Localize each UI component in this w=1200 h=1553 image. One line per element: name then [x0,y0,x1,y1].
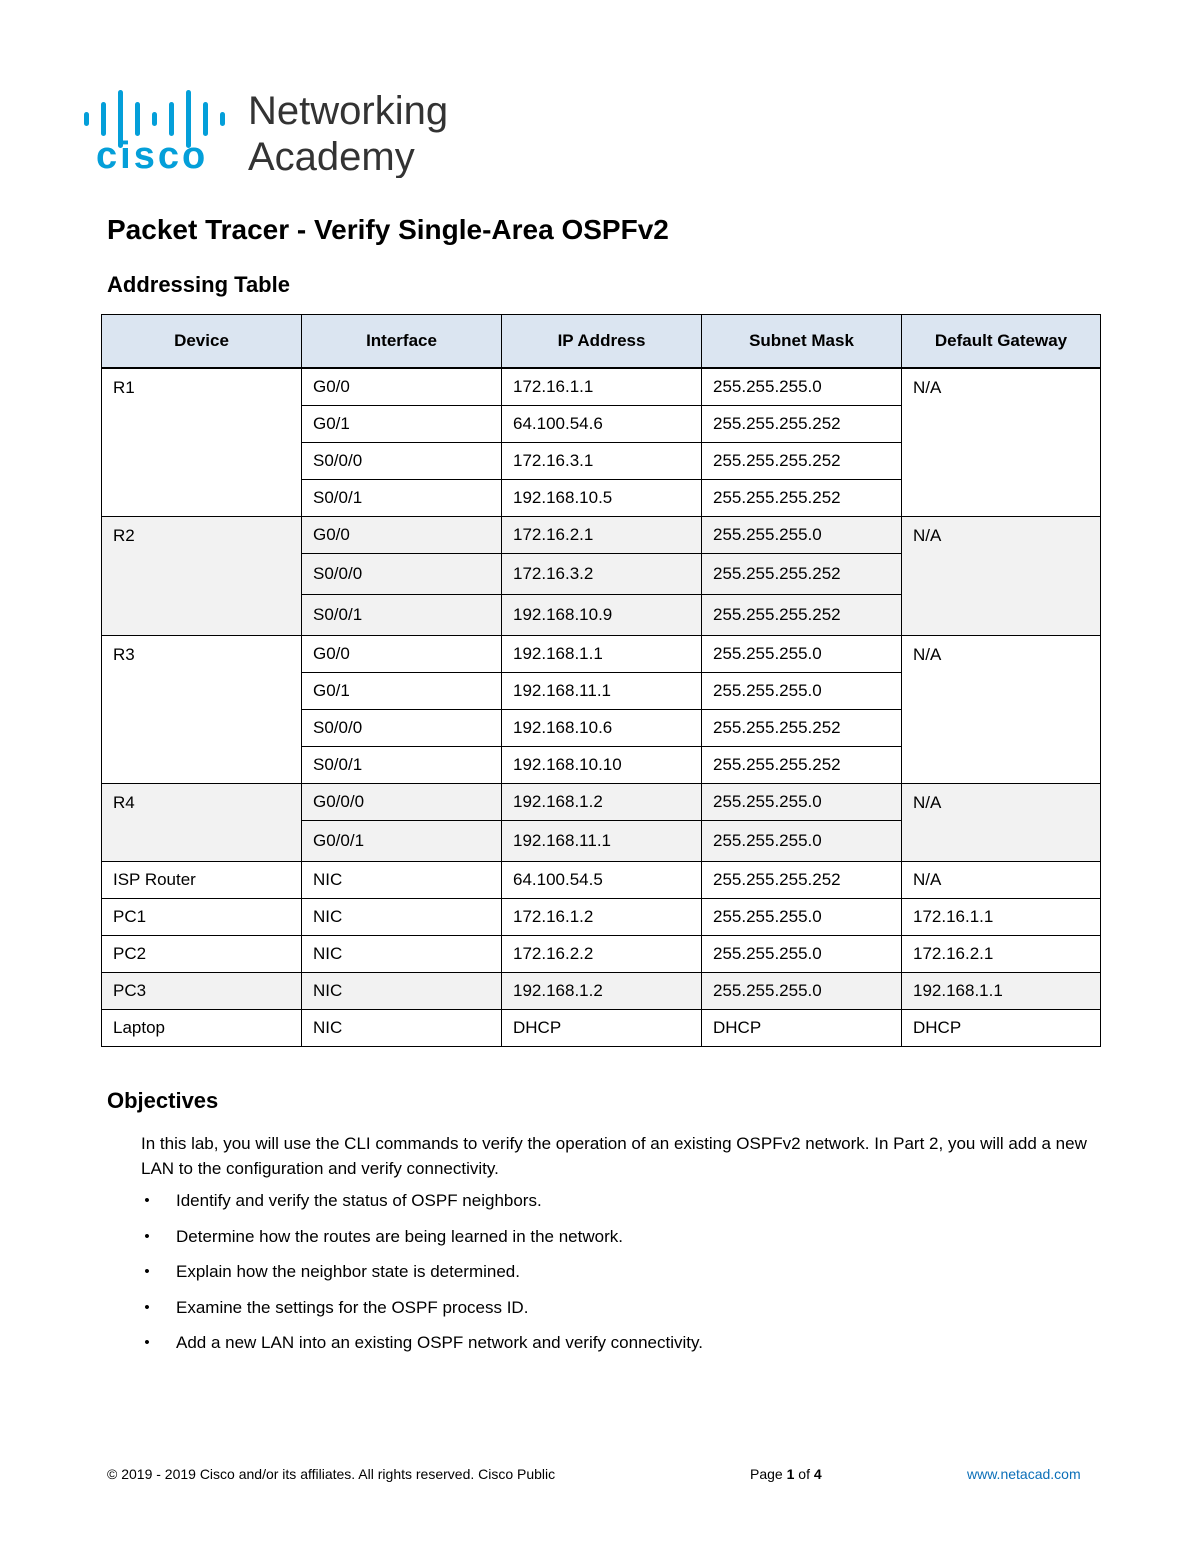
objectives-heading: Objectives [107,1088,219,1113]
addressing-table [101,314,1101,1047]
objectives-list [141,1188,703,1366]
mask-cell: 255.255.255.0 [702,517,902,554]
footer-page-number [750,1464,822,1484]
objective-text: Examine the settings for the OSPF process ID. [176,1297,529,1317]
ip-cell: 192.168.11.1 [502,673,702,710]
column-header-ip-address: IP Address [502,315,702,369]
table-row [102,368,1101,406]
column-header-device: Device [102,315,302,369]
interface-cell: S0/0/1 [302,747,502,784]
mask-cell: 255.255.255.0 [702,784,902,821]
mask-cell: 255.255.255.252 [702,595,902,636]
column-header-interface: Interface [302,315,502,369]
footer-copyright: © 2019 - 2019 Cisco and/or its affiliates. All rights reserved. Cisco Public [107,1466,556,1482]
device-cell: R4 [102,784,302,862]
gateway-cell: N/A [902,368,1101,517]
mask-cell: 255.255.255.252 [702,406,902,443]
cisco-networking-academy-logo [82,86,482,178]
ip-cell: 172.16.1.1 [502,368,702,406]
gateway-cell: N/A [902,784,1101,862]
table-row [102,973,1101,1010]
interface-cell: NIC [302,862,502,899]
interface-cell: G0/0 [302,368,502,406]
interface-cell: NIC [302,899,502,936]
gateway-cell: 192.168.1.1 [902,973,1101,1010]
page-title: Packet Tracer - Verify Single-Area OSPFv2 [107,214,669,245]
interface-cell: NIC [302,1010,502,1047]
ip-cell: DHCP [502,1010,702,1047]
cisco-bridge-logo-icon [82,86,482,178]
ip-cell: 172.16.1.2 [502,899,702,936]
device-cell: PC1 [102,899,302,936]
interface-cell: S0/0/0 [302,443,502,480]
page-of: of [798,1466,810,1482]
ip-cell: 192.168.10.10 [502,747,702,784]
mask-cell: 255.255.255.252 [702,443,902,480]
table-row [102,899,1101,936]
list-item [141,1295,703,1331]
objective-text: Explain how the neighbor state is determined. [176,1262,520,1281]
table-row [102,936,1101,973]
list-item [141,1330,703,1366]
mask-cell: 255.255.255.0 [702,973,902,1010]
mask-cell: 255.255.255.0 [702,936,902,973]
objective-text: Identify and verify the status of OSPF neighbors. [176,1191,542,1210]
table-row [102,784,1101,821]
objective-text: Add a new LAN into an existing OSPF network and verify connectivity. [176,1333,703,1352]
device-cell: ISP Router [102,862,302,899]
mask-cell: 255.255.255.0 [702,636,902,673]
interface-cell: G0/1 [302,406,502,443]
mask-cell: 255.255.255.0 [702,821,902,862]
objectives-intro: In this lab, you will use the CLI commands to verify the operation of an existing OSPFv2 network. In Part 2, you will add a new LAN to the configuration and verify connectivity. [141,1134,1087,1178]
interface-cell: S0/0/1 [302,480,502,517]
logo-line-academy: Academy [248,135,415,178]
interface-cell: G0/0/1 [302,821,502,862]
ip-cell: 64.100.54.5 [502,862,702,899]
column-header-subnet-mask: Subnet Mask [702,315,902,369]
ip-cell: 192.168.11.1 [502,821,702,862]
bullet-icon: • [144,1334,150,1351]
interface-cell: G0/0 [302,636,502,673]
interface-cell: NIC [302,936,502,973]
interface-cell: NIC [302,973,502,1010]
interface-cell: S0/0/0 [302,554,502,595]
gateway-cell: N/A [902,517,1101,636]
mask-cell: 255.255.255.0 [702,899,902,936]
device-cell: R3 [102,636,302,784]
column-header-default-gateway: Default Gateway [902,315,1101,369]
ip-cell: 192.168.10.9 [502,595,702,636]
table-row [102,1010,1101,1047]
interface-cell: G0/0/0 [302,784,502,821]
mask-cell: 255.255.255.0 [702,673,902,710]
device-cell: Laptop [102,1010,302,1047]
ip-cell: 192.168.1.1 [502,636,702,673]
bullet-icon: • [144,1227,150,1245]
bullet-icon: • [144,1263,150,1280]
page-current: 1 [786,1466,795,1482]
ip-cell: 192.168.1.2 [502,784,702,821]
addressing-table-header [102,315,1101,369]
cisco-wordmark: cisco [96,135,209,177]
interface-cell: S0/0/0 [302,710,502,747]
objective-text: Determine how the routes are being learned in the network. [176,1226,623,1246]
mask-cell: 255.255.255.252 [702,862,902,899]
ip-cell: 64.100.54.6 [502,406,702,443]
list-item [141,1188,703,1224]
mask-cell: 255.255.255.252 [702,710,902,747]
ip-cell: 172.16.2.2 [502,936,702,973]
device-cell: R1 [102,368,302,517]
ip-cell: 172.16.2.1 [502,517,702,554]
page-prefix: Page [750,1466,783,1482]
ip-cell: 172.16.3.2 [502,554,702,595]
gateway-cell: 172.16.1.1 [902,899,1101,936]
mask-cell: DHCP [702,1010,902,1047]
bullet-icon: • [144,1298,150,1316]
device-cell: R2 [102,517,302,636]
bullet-icon: • [144,1192,150,1209]
page-total: 4 [813,1466,822,1482]
footer-website-link[interactable]: www.netacad.com [967,1466,1081,1482]
table-row [102,517,1101,554]
mask-cell: 255.255.255.252 [702,480,902,517]
interface-cell: G0/1 [302,673,502,710]
table-row [102,636,1101,673]
gateway-cell: N/A [902,862,1101,899]
addressing-table-heading: Addressing Table [107,272,290,297]
list-item [141,1224,703,1260]
gateway-cell: 172.16.2.1 [902,936,1101,973]
ip-cell: 172.16.3.1 [502,443,702,480]
interface-cell: S0/0/1 [302,595,502,636]
device-cell: PC3 [102,973,302,1010]
mask-cell: 255.255.255.252 [702,747,902,784]
ip-cell: 192.168.10.5 [502,480,702,517]
list-item [141,1259,703,1295]
device-cell: PC2 [102,936,302,973]
interface-cell: G0/0 [302,517,502,554]
gateway-cell: DHCP [902,1010,1101,1047]
mask-cell: 255.255.255.252 [702,554,902,595]
mask-cell: 255.255.255.0 [702,368,902,406]
ip-cell: 192.168.10.6 [502,710,702,747]
logo-line-networking: Networking [248,89,449,133]
table-row [102,862,1101,899]
ip-cell: 192.168.1.2 [502,973,702,1010]
gateway-cell: N/A [902,636,1101,784]
